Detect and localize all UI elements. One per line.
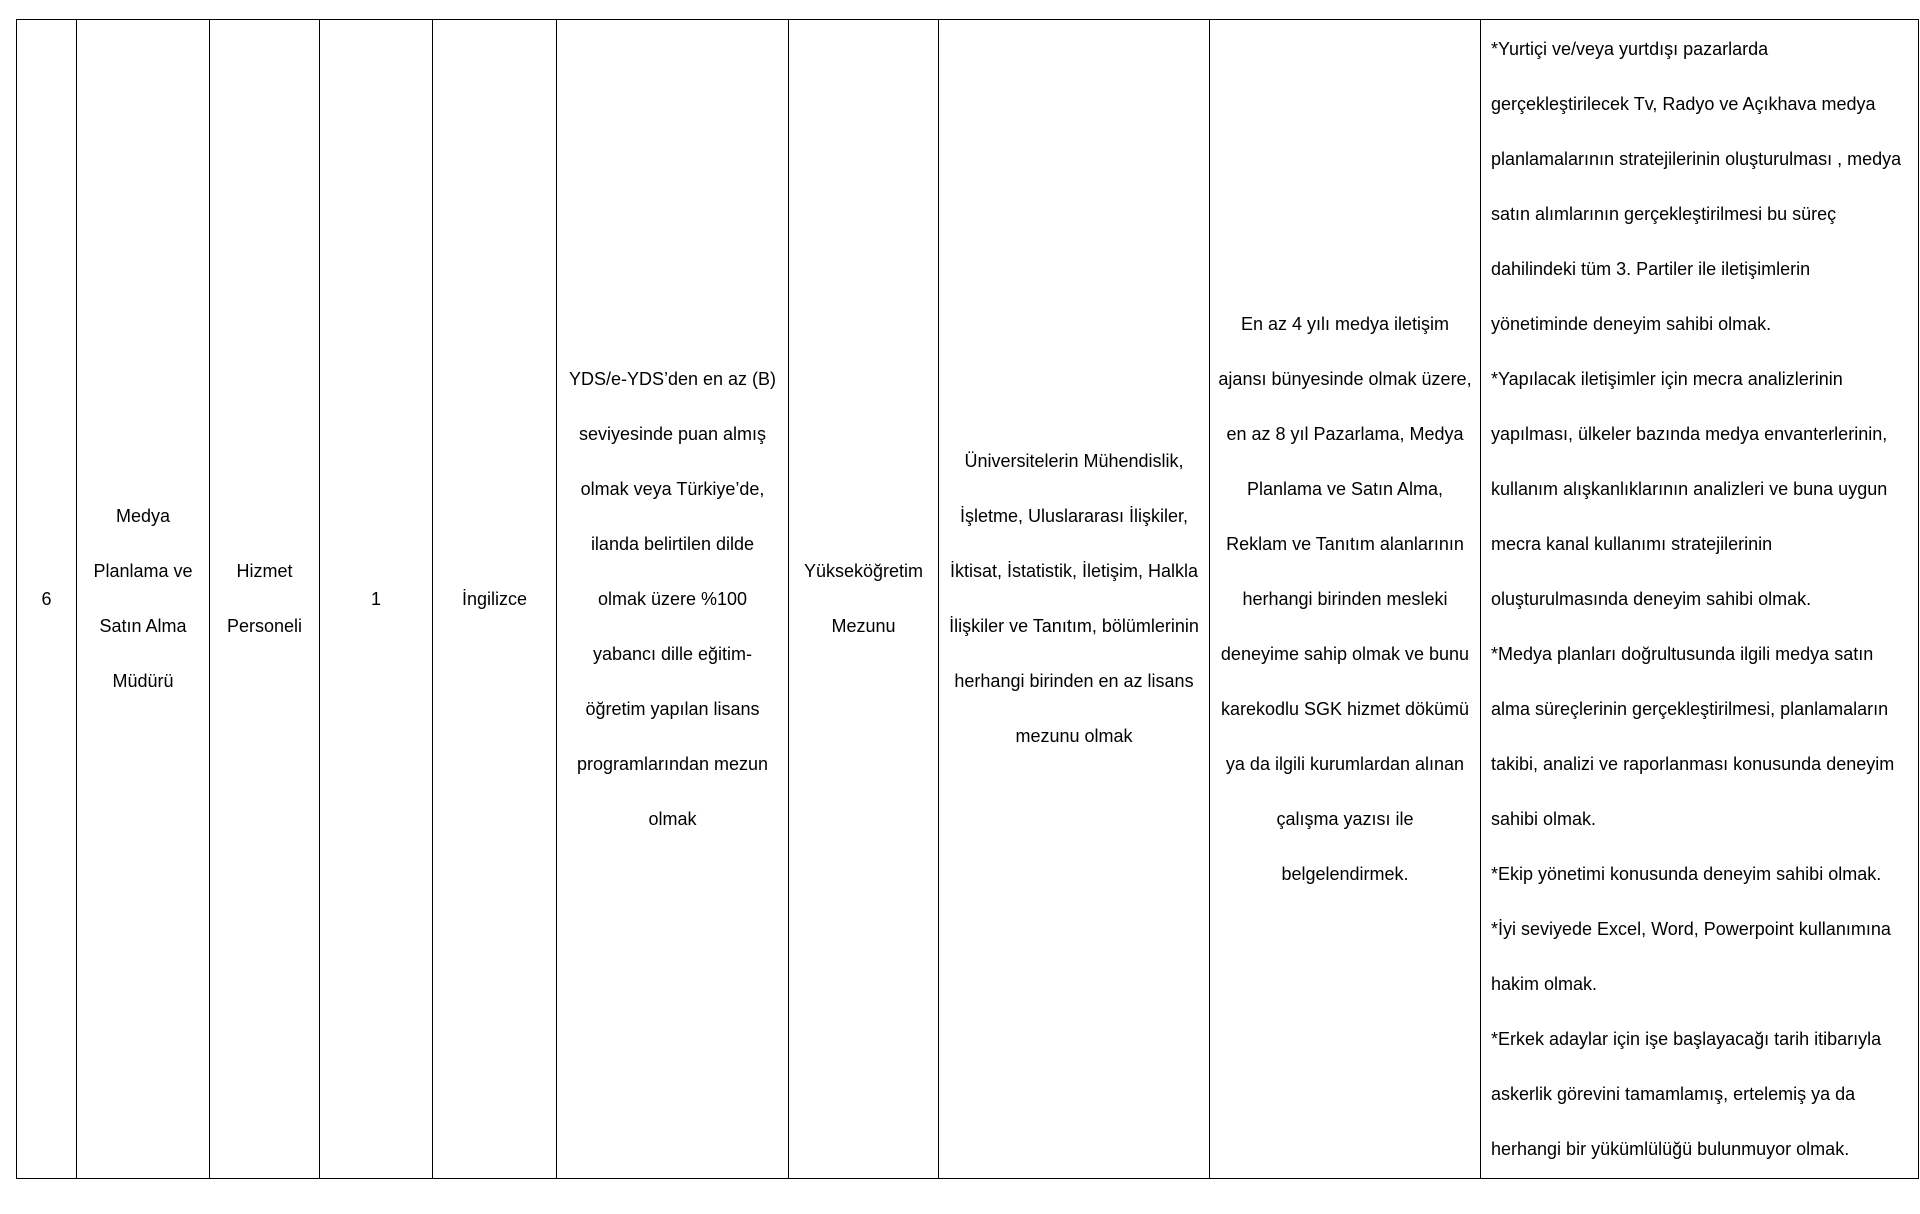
- description-line: takibi, analizi ve raporlanması konusunda deneyim: [1491, 753, 1895, 774]
- language-cell: [433, 20, 557, 1179]
- description-line: *Erkek adaylar için işe başlayacağı tarih itibarıyla: [1491, 1028, 1882, 1049]
- description-line: oluşturulmasında deneyim sahibi olmak.: [1491, 588, 1812, 609]
- description-line: *Yapılacak iletişimler için mecra analizlerinin: [1491, 368, 1843, 389]
- count-cell: [320, 20, 433, 1179]
- description-line: *Ekip yönetimi konusunda deneyim sahibi olmak.: [1491, 863, 1882, 884]
- description-line: *İyi seviyede Excel, Word, Powerpoint kullanımına: [1491, 918, 1891, 939]
- description-line: gerçekleştirilecek Tv, Radyo ve Açıkhava medya: [1491, 93, 1876, 114]
- experience-requirement: En az 4 yılı medya iletişim ajansı bünyesinde olmak üzere, en az 8 yıl Pazarlama, Medya Planlama ve Satın Alma, Reklam ve Tanıtım alanlarının herhangi birinden mesleki deneyime sahip olmak ve bunu karekodlu SGK hizmet dökümü ya da ilgili kurumlardan alınan çalışma yazısı ile belgelendirmek.: [1218, 313, 1472, 884]
- description-line: mecra kanal kullanımı stratejilerinin: [1491, 533, 1773, 554]
- language-requirement-cell: [557, 20, 789, 1179]
- description-line: *Medya planları doğrultusunda ilgili medya satın: [1491, 643, 1874, 664]
- description-line: askerlik görevini tamamlamış, ertelemiş ya da: [1491, 1083, 1856, 1104]
- education-fields-cell: [939, 20, 1210, 1179]
- description-line: dahilindeki tüm 3. Partiler ile iletişimlerin: [1491, 258, 1811, 279]
- description-line: alma süreçlerinin gerçekleştirilmesi, planlamaların: [1491, 698, 1889, 719]
- row-number: 6: [41, 588, 52, 609]
- description-line: sahibi olmak.: [1491, 808, 1597, 829]
- position-cell: [77, 20, 210, 1179]
- staff-type-cell: [210, 20, 320, 1179]
- description-line: yapılması, ülkeler bazında medya envanterlerinin,: [1491, 423, 1888, 444]
- staff-type: Hizmet Personeli: [226, 561, 303, 636]
- job-posting-table: [16, 19, 1919, 1179]
- description-line: *Yurtiçi ve/veya yurtdışı pazarlarda: [1491, 38, 1769, 59]
- education-fields: Üniversitelerin Mühendislik, İşletme, Uluslararası İlişkiler, İktisat, İstatistik, İletişim, Halkla İlişkiler ve Tanıtım, bölümlerinin herhangi birinden en az lisans mezunu olmak: [949, 451, 1199, 746]
- description-line: satın alımlarının gerçekleştirilmesi bu süreç: [1491, 203, 1837, 224]
- education-level-cell: [789, 20, 939, 1179]
- table-row: [17, 20, 1919, 1179]
- position-title: Medya Planlama ve Satın Alma Müdürü: [93, 506, 193, 691]
- description-line: herhangi bir yükümlülüğü bulunmuyor olmak.: [1491, 1138, 1850, 1159]
- description-line: kullanım alışkanlıklarının analizleri ve buna uygun: [1491, 478, 1888, 499]
- education-level: Yükseköğretim Mezunu: [803, 561, 924, 636]
- row-number-cell: [17, 20, 77, 1179]
- language: İngilizce: [461, 588, 528, 609]
- position-count: 1: [370, 588, 381, 609]
- description-line: yönetiminde deneyim sahibi olmak.: [1491, 313, 1772, 334]
- description-line: planlamalarının stratejilerinin oluşturulması , medya: [1491, 148, 1902, 169]
- description-line: hakim olmak.: [1491, 973, 1598, 994]
- experience-cell: [1210, 20, 1481, 1179]
- language-requirement: YDS/e-YDS’den en az (B) seviyesinde puan almış olmak veya Türkiye’de, ilanda belirtilen dilde olmak üzere %100 yabancı dille eğitim-öğretim yapılan lisans programlarından mezun olmak: [568, 368, 777, 829]
- job-description-cell: [1481, 20, 1919, 1179]
